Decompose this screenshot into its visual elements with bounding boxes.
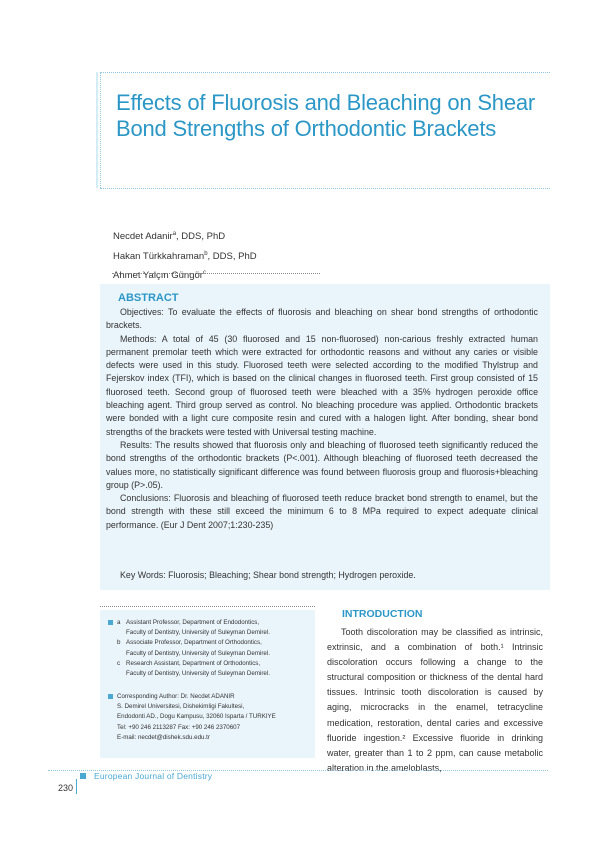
- abstract-conclusions: Conclusions: Fluorosis and bleaching of fluorosed teeth reduce bracket bond strength to enamel, but the bond strength with these still exceed the minimum 6 to 8 MPa required to expect adequate clinical performance. (Eur J Dent 2007;1:230-235): [106, 493, 538, 530]
- footnote-divider: [100, 606, 315, 607]
- author-1: Necdet Adanir$^a$, DDS, PhD: [113, 231, 226, 243]
- abstract-results: Results: The results showed that fluorosis only and bleaching of fluorosed teeth significantly reduced the bond strengths of the orthodontic brackets (P<.001). Although bleaching of fluorosed teeth decreased the values more, no statistically significant difference was found between fluorosis group and fluorosis+bleaching group (P>.05).: [106, 439, 538, 490]
- title-frame-left-rule: [100, 72, 101, 188]
- title-frame-top-rule: [100, 72, 550, 73]
- journal-bullet-icon: [80, 773, 86, 779]
- introduction-heading: INTRODUCTION: [342, 608, 423, 620]
- bullet-icon: [108, 620, 113, 625]
- abstract-heading: ABSTRACT: [118, 292, 179, 304]
- abstract-body: [106, 306, 538, 532]
- page-number: 230: [58, 783, 74, 793]
- article-title: Effects of Fluorosis and Bleaching on Shear Bond Strengths of Orthodontic Brackets: [116, 90, 536, 141]
- introduction-body: Tooth discoloration may be classified as intrinsic, extrinsic, and a combination of both.¹ Intrinsic discoloration occurs following a change to the structural composition or thickness of the dental hard tissues. Intrinsic tooth discoloration is caused by aging, microcracks in the enamel, tetracycline medication, restoration, dental caries and excessive fluoride ingestion.² Excessive fluoride in drinking water, greater than 1 to 2 ppm, can cause metabolic alteration in the ameloblasts,: [327, 627, 543, 773]
- corresponding-author-note: Corresponding Author: Dr. Necdet ADANIR S. Demirel Universitesi, Dishekimligi Fakultesi, Endodonti AD., Dogu Kampusu, 32060 Isparta / TURKIYE Tel: +90 246 2113287 Fax: +90 246 2370607 E-mail: necdet@dishek.sdu.edu.tr: [108, 692, 276, 743]
- author-3: Ahmet Yalçın Güngör$^c$: [113, 270, 206, 282]
- footnote-panel: [100, 610, 315, 758]
- journal-name: European Journal of Dentistry: [94, 771, 213, 781]
- keywords: Key Words: Fluorosis; Bleaching; Shear bond strength; Hydrogen peroxide.: [120, 570, 416, 580]
- title-frame-bottom-rule: [100, 188, 550, 189]
- bullet-icon: [108, 694, 113, 699]
- author-2: Hakan Türkkahraman$^b$, DDS, PhD: [113, 250, 257, 262]
- affiliation-notes: a Assistant Professor, Department of Endodontics, Faculty of Dentistry, University of Suleyman Demirel. b Associate Professor, Department of Orthodontics, Faculty of Dentistry, University of Suleyman Demirel. c Research Assistant, Department of Orthodontics, Faculty of Dentistry, University of Suleyman Demirel.: [108, 618, 270, 679]
- abstract-objectives: Objectives: To evaluate the effects of fluorosis and bleaching on shear bond strengths of orthodontic brackets.: [106, 307, 538, 331]
- abstract-methods: Methods: A total of 45 (30 fluorosed and 15 non-fluorosed) non-carious freshly extracted human permanent premolar teeth which were extracted for orthodontic reasons and without any caries or visible defects were used in this study. Fluorosed teeth were selected according to the modified Thylstrup and Fejerskov index (TFI), which is based on the clinical changes in fluorosed teeth. First group consisted of 15 fluorosed teeth. Second group of fluorosed teeth were bleached with a 35% hydrogen peroxide office bleaching agent. Third group served as control. No bleaching procedure was applied. Orthodontic brackets were bonded with a light cure composite resin and cured with a halogen light. After bonding, shear bond strengths of the brackets were tested with Universal testing machine.: [106, 333, 538, 437]
- title-accent-bar: [96, 72, 106, 188]
- author-divider: [112, 273, 320, 274]
- author-list: [113, 226, 257, 285]
- page-number-bar: [76, 779, 77, 794]
